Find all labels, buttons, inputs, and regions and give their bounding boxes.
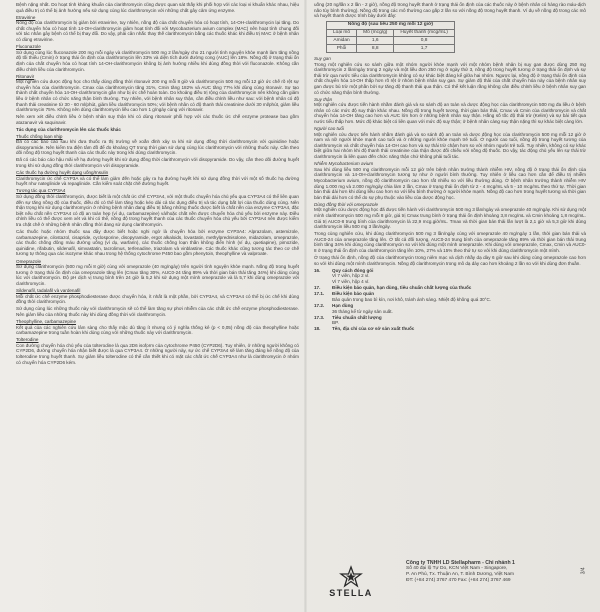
table-header-tissue-conc: Mô (mcg/g) <box>357 29 394 37</box>
section-heading: Dùng đồng thời với omeprazole <box>314 201 379 207</box>
table-row <box>327 45 455 53</box>
contact-line: ĐT: (+84 274) 3767 470 Fax: (+84 274) 3767 469 <box>406 578 511 583</box>
section-heading: Etravirine <box>16 14 36 20</box>
paragraph: Mỗi chất ức chế enzyme phosphodiesterase được chuyển hóa, ít nhất là một phần, bởi CYP3A4, và CYP3A4 có thể bị ức chế khi dùng đồng thời clarithromycin. <box>16 293 299 305</box>
section-heading: Sildenafil, tadalafil và vardenafil <box>16 288 81 293</box>
section-heading: Suy thận <box>314 96 333 102</box>
paragraph: Con đường chuyển hóa chủ yếu của tolterodine là qua 2D6 isoform của cytochrome P450 (CYP2D6). Tuy nhiên, ở những người không có CYP2D6, đường chuyển hóa nhận biết được là qua CYP3A4. Ở những người này, sự ức chế CYP3A4 sẽ làm tăng đáng kể nồng độ của tolterodine trong huyết thanh. Sự giảm liều tolterodine có thể cần thiết khi có mặt các chất ức chế CYP3A4 như là clarithromycin ở nhóm có chuyển hóa CYP2D6 kém. <box>16 342 299 365</box>
section-heading: Omeprazole <box>16 258 42 264</box>
section-heading: Suy gan <box>314 55 331 61</box>
paragraph: Sau khi dùng liều 500 mg clarithromycin mỗi 12 giờ trên bệnh nhân trưởng thành nhiễm HIV, nồng độ ở trạng thái ổn định của clarithromycin và 14-OH-clarithromycin tương tự như ở người bình thường. Tuy nhiên ở liều cao hơn cần để điều trị nhiễm Mycobacterium avium, nồng độ clarithromycin cao hơn rất nhiều so với liều thường dùng. Ở bệnh nhân trưởng thành nhiễm HIV dùng 1.000 mg và 2.000 mg/ngày chia làm 2 lần, Cmax ở trạng thái ổn định từ 2 - 4 mcg/mL và 5 - 10 mcg/mL theo thứ tự. Thời gian bán thải dài hơn khi dùng liều cao hơn so với liều bình thường ở người khỏe mạnh. Nồng độ cao hơn trong huyết tương và thời gian bán thải dài hơn có thể do sự phụ thuộc vào liều của dược động học. <box>314 166 586 200</box>
paragraph: Đã có các báo cáo sau khi đưa thuốc ra thị trường về xoắn đỉnh xảy ra khi sử dụng đồng thời clarithromycin với quinidine hoặc disopyramide. Nên kiểm tra điện tâm đồ để đo khoảng QT trong thời gian sử dụng cùng lúc clarithromycin với những thuốc này. Cần theo dõi nồng độ trong huyết thanh của các thuốc này trong khi dùng clarithromycin. <box>16 139 299 156</box>
section-heading: Tolterodine <box>16 337 39 343</box>
section-line: Bảo quản trong bao bì kín, nơi khô, tránh ánh sáng. Nhiệt độ không quá 30°C. <box>332 296 492 302</box>
section-heading: Thuốc chống loạn nhịp <box>16 133 63 139</box>
stella-logo <box>322 566 380 606</box>
numbered-section <box>314 291 586 302</box>
section-number: 17. <box>314 285 321 291</box>
paragraph: Một nghiên cứu được tiến hành nhằm đánh giá và so sánh độ an toàn và dược động học của clarithromycin 500 mg đa liều ở bệnh nhân có các mức độ suy thận khác nhau. Nồng độ trong huyết tương, thời gian bán thải, Cmax và Cmin của clarithromycin và chất chuyển hóa 14-OH tăng cao hơn và AUC lớn hơn ở những bệnh nhân suy thận. Hằng số tốc độ thải trừ (Kelim) và sự bài tiết qua nước tiểu thấp hơn. Mức độ khác biệt có liên quan với mức độ suy thận; ở bệnh nhân càng suy thận nặng thì sự khác biệt càng lớn. <box>314 102 586 124</box>
section-body <box>332 326 586 332</box>
manufacturer-footer <box>314 558 586 608</box>
numbered-section <box>314 285 586 291</box>
address-line: Số 40 đại lộ Tự Do, KCN Việt Nam - Singapore, <box>406 566 508 571</box>
paragraph: Bệnh nặng nhất. Do hoạt tính kháng khuẩn của clarithromycin cũng được quan sát thấy khi phối hợp với các loại vi khuẩn khác nhau, hiệu quả điều trị có thể bị ảnh hưởng nếu sử dụng cùng lúc clarithromycin với những chất gây cảm ứng enzyme. <box>16 2 299 13</box>
paragraph: Trong một nghiên cứu so sánh giữa một nhóm người khỏe mạnh với một nhóm bệnh nhân bị suy gan được dùng 250 mg clarithromycin 2 lần/ngày trong 2 ngày và một liều đơn 250 mg ở ngày thứ 3, nồng độ trong huyết tương ở trạng thái ổn định và sự thải trừ qua nước tiểu của clarithromycin không có sự khác biệt đáng kể giữa hai nhóm. Ngược lại, nồng độ ở trạng thái ổn định của chất chuyển hóa 14-OH thấp hơn rõ rệt ở nhóm bệnh nhân suy gan. Sự giảm độ thải của chất chuyển hóa này của bệnh nhân suy gan được bù trừ một phần bởi sự tăng độ thanh thải qua thận. Có thể kết luận rằng không cần điều chỉnh liều ở bệnh nhân suy gan có chức năng thận bình thường. <box>314 61 586 95</box>
section-body <box>332 285 586 291</box>
paragraph: Một nghiên cứu dược động học đã được tiến hành với clarithromycin 500 mg 3 lần/ngày và omeprazole 40 mg/ngày. Khi sử dụng một mình clarithromycin 500 mg mỗi 8 giờ, giá trị Cmax trung bình ở trạng thái ổn định khoảng 3,8 mcg/mL và Cmin khoảng 1,8 mcg/mL. Giá trị AUC0-8 trung bình của clarithromycin là 22,9 mcg.giờ/mL. Tmax và thời gian bán thải lần lượt là 2,1 giờ và 5,3 giờ khi dùng clarithromycin liều 500 mg 3 lần/ngày. <box>314 207 587 230</box>
section-title: Tiêu chuẩn chất lượng <box>332 314 382 320</box>
paragraph: Ở trạng thái ổn định, nồng độ của clarithromycin trong niêm mạc và dịch nhầy dạ dày 6 giờ sau khi dùng cùng omeprazole cao hơn so với khi dùng một mình clarithromycin. Nồng độ clarithromycin trong mô dạ dày cao hơn khoảng 2 lần so với khi dùng đơn thuần. <box>314 255 586 266</box>
paragraph: Nồng độ của clarithromycin bị giảm bởi etravirine, tuy nhiên, nồng độ của chất chuyển hóa có hoạt tính, 14-OH-clarithromycin lại tăng. Do chất chuyển hóa có hoạt tính 14-OH-clarithromycin giảm hoạt tính đối với Mycobacterium avium complex (MAC) nên hoạt tính chung đối với tác nhân gây bệnh có thể bị thay đổi. Do vậy, phải cân nhắc thay thế clarithromycin bằng các thuốc khác khi điều trị MAC ở bệnh nhân có dùng etravirine. <box>16 20 299 43</box>
numbered-sections <box>314 268 586 332</box>
table-cell: 0,8 <box>394 37 454 45</box>
paragraph: Clarithromycin ức chế CYP3A và có thể làm giảm đến hoặc gây ra hạ đường huyết khi sử dụng đồng thời với một số thuốc hạ đường huyết như nateglinide và repaglinide. Cần kiểm soát chặt chẽ đường huyết. <box>16 175 299 187</box>
table-cell: 8,8 <box>357 45 394 53</box>
table-caption: Nồng độ (sau liều 250 mg mỗi 12 giờ) <box>327 21 455 29</box>
section-heading: Tác dụng của clarithromycin lên các thuốc khác <box>16 126 121 132</box>
paragraph: uống (20 ng/lần x 2 lần - 2 giờ), nồng độ trong huyết thanh ở trạng thái ổn định của các thuốc này ở bệnh nhân có hàng rào máu-dịch não tủy bình thường). Nồng độ trong các mô thường cao gấp 2 lần so với nồng độ trong huyết thanh. Ví dụ về nồng độ trong các mô và huyết thanh được trình bày dưới đây: <box>314 2 586 19</box>
numbered-section <box>314 315 586 326</box>
table-cell: 1,7 <box>394 45 454 53</box>
left-column <box>16 2 299 608</box>
paragraph: Kết quả của các nghiên cứu lâm sàng cho thấy mặc dù tăng ít nhưng có ý nghĩa thống kê (p < 0,05) nồng độ của theophylline hoặc carbamazepine trong tuần hoàn khi dùng cùng với những thuốc này với clarithromycin. <box>16 324 299 336</box>
section-heading: Các thuốc hạ đường huyết dạng uống/Insulin <box>16 170 109 176</box>
right-intro <box>314 2 586 19</box>
company-name: Công ty TNHH LD Stellapharm - Chi nhánh 1 <box>406 560 515 566</box>
section-title: Điều kiện bảo quản <box>332 291 375 297</box>
section-number: 16. <box>314 267 321 273</box>
section-line: 36 tháng kể từ ngày sản xuất. <box>332 308 393 314</box>
paragraph: Đã có các báo cáo hậu mãi về hạ đường huyết khi sử dụng đồng thời clarithromycin với disopyramide. Do vậy, cần theo dõi đường huyết trong khi sử dụng đồng thời clarithromycin với disopyramide. <box>16 157 299 169</box>
table-cell: Phổi <box>327 45 357 53</box>
paper-fold <box>304 0 307 612</box>
section-heading: Fluconazole <box>16 44 41 50</box>
section-heading: Theophylline, carbamazepine <box>16 318 77 324</box>
paragraph: Sử dụng cùng lúc những thuốc này với clarithromycin sẽ có thể làm tăng sự phơi nhiễm của các chất ức chế enzyme phosphodiesterase. Nên giảm liều của những thuốc này khi dùng đồng thời với clarithromycin. <box>16 306 299 317</box>
tissue-concentration-table <box>326 21 455 53</box>
section-line: Vỉ 7 viên, hộp 4 vỉ. <box>332 279 370 285</box>
logo-wordmark: STELLA <box>329 588 373 598</box>
section-title: Quy cách đóng gói <box>332 267 374 273</box>
numbered-section <box>314 268 586 285</box>
paragraph: Sử dụng cùng lúc fluconazole 200 mg mỗi ngày và clarithromycin 500 mg 2 lần/ngày cho 21 người tình nguyện khỏe mạnh làm tăng nồng độ tối thiểu (Cmin) ở trạng thái ổn định của clarithromycin lên 33% và diện tích dưới đường cong (AUC) lên 18%. Nồng độ ở trạng thái ổn định của chất chuyển hóa có hoạt tính 14-OH-clarithromycin không bị ảnh hưởng nhiều khi dùng đồng thời với fluconazole. Không cần điều chỉnh liều của clarithromycin. <box>16 49 299 72</box>
right-column <box>314 2 586 608</box>
numbered-section <box>314 303 586 314</box>
page-number: 3/4 <box>580 567 587 575</box>
address-line: P. An Phú, Tx. Thuận An, T. Bình Dương, Việt Nam <box>406 572 515 577</box>
section-body <box>332 315 586 326</box>
table-cell: 1,6 <box>357 37 394 45</box>
company-info <box>406 560 556 584</box>
section-heading: Người cao tuổi <box>314 126 344 132</box>
paragraph: Các thuốc hoặc nhóm thuốc sau đây được biết hoặc nghi ngờ là chuyển hóa bởi enzyme CYP3A4: Alprazolam, astemizole, carbamazepine, cilostazol, cisapride, cyclosporine, disopyramide, ergot alkaloids, lovastatin, methylprednisolone, midazolam, omeprazole, các thuốc chống đông máu đường uống (ví dụ, warfarin), các thuốc chống loạn thần không điển hình (ví dụ, quetiapine), pimozide, quinidine, rifabutin, sildenafil, simvastatin, tacrolimus, terfenadine, triazolam và vinblastine. Các thuốc khác cũng tương tác theo cơ chế tương tự thông qua các isozyme khác nhau trong hệ thống cytochrome P450 bao gồm phenytoin, theophylline và valproate. <box>16 229 299 257</box>
table-header-serum-conc: Huyết thanh (mcg/mL) <box>394 29 454 37</box>
paragraph: Một nghiên cứu dược động học cho thấy dùng đồng thời ritonavir 200 mg mỗi 8 giờ và clarithromycin 500 mg mỗi 12 giờ ức chế rõ rệt sự chuyển hóa của clarithromycin. Cmax của clarithromycin tăng 31%, Cmin tăng 182% và AUC tăng 77% khi dùng cùng ritonavir. Sự tạo thành chất chuyển hóa 14-OH-clarithromycin gần như bị ức chế hoàn toàn. Do khoảng điều trị rộng của clarithromycin nên không cần giảm liều ở bệnh nhân có chức năng thận bình thường. Tuy nhiên, với bệnh nhân suy thận, cần điều chỉnh liều như sau: với bệnh nhân có độ thanh thải creatinine từ 30 - 60 ml/phút, giảm liều clarithromycin 50%; với bệnh nhân có độ thanh thải creatinine dưới 30 ml/phút, giảm liều clarithromycin 75%. Không nên dùng clarithromycin liều cao hơn 1 g/ngày cùng với ritonavir. <box>16 79 299 113</box>
paragraph: Sử dụng clarithromycin (500 mg mỗi 8 giờ) cùng với omeprazole (40 mg/ngày) trên người tình nguyện khỏe mạnh. Nồng độ trong huyết tương ở trạng thái ổn định của omeprazole tăng lên (Cmax tăng 30%, AUC0-24 tăng 89% và thời gian bán thải tăng 34%) khi dùng cùng lúc với clarithromycin. Độ pH dịch vị trung bình trên 24 giờ là 5,2 khi sử dụng một mình omeprazole và là 5,7 khi dùng omeprazole với clarithromycin. <box>16 264 299 286</box>
star-logo-icon <box>340 566 362 588</box>
section-number: 18. <box>314 326 321 332</box>
paragraph: Sử dụng đồng thời clarithromycin, được biết là một chất ức chế CYP3A4, với một thuốc chuyển hóa chủ yếu qua CYP3A4 có thể liên quan đến sự tăng nồng độ của thuốc, điều đó có thể làm tăng hoặc kéo dài cả tác dụng điều trị và tác dụng bất lợi của thuốc dùng cùng. Nên thận trọng khi sử dụng clarithromycin ở những bệnh nhân đang điều trị bằng những thuốc được biết là chất nền của enzyme CYP3A4, đặc biệt nếu chất nền CYP3A4 có độ an toàn hẹp (ví dụ, carbamazepine) và/hoặc chất nền được chuyển hóa chủ yếu bởi enzyme này. Điều chỉnh liều có thể được xem xét và khi có thể, nồng độ trong huyết thanh của các thuốc chuyển hóa chủ yếu bởi CYP3A4 nên được kiểm tra chặt chẽ ở những bệnh nhân đồng thời đang sử dụng clarithromycin. <box>16 194 299 227</box>
table-header-tissue: Loại mô <box>327 29 357 37</box>
paragraph: Nên xem xét điều chỉnh liều ở bệnh nhân suy thận khi có dùng ritonavir phối hợp với các thuốc ức chế enzyme protease bao gồm atazanavir và saquinavir. <box>16 114 299 125</box>
section-line: BP. <box>332 320 339 326</box>
section-body <box>332 303 586 314</box>
section-line: Vỉ 7 viên, hộp 2 vỉ. <box>332 273 370 279</box>
section-title: Hạn dùng <box>332 302 354 308</box>
table-row <box>327 37 455 45</box>
table-cell: Amidan <box>327 37 357 45</box>
section-number: 17.3. <box>314 314 325 320</box>
paragraph: Trong cùng nghiên cứu, khi dùng clarithromycin 500 mg 3 lần/ngày cùng với omeprazole 40 mg/ngày 1 lần, thời gian bán thải và AUC0-24 của omeprazole tăng lên. Ở tất cả đối tượng, AUC0-24 trung bình của omeprazole tăng 89% và thời gian bán thải trung bình tăng 34% khi dùng cùng clarithromycin so với khi dùng một mình omeprazole. Khi dùng với omeprazole, Cmax, Cmin và AUC0-8 ở trạng thái ổn định của clarithromycin tăng lên 10%, 27% và 15% theo thứ tự so với khi dùng clarithromycin một mình. <box>314 231 586 254</box>
section-heading: Ritonavir <box>16 73 35 79</box>
section-heading: Tương tác qua CYP3A4 <box>16 188 66 194</box>
right-main-text <box>314 56 586 266</box>
section-heading: Nhiễm Mycobacterium avium <box>314 161 374 167</box>
section-body <box>332 291 586 302</box>
paragraph: Một nghiên cứu được tiến hành nhằm đánh giá và so sánh độ an toàn và dược động học của clarithromycin 500 mg mỗi 12 giờ ở nam và nữ người khỏe mạnh cao tuổi và ở những người khỏe mạnh trẻ tuổi. Ở người cao tuổi, nồng độ trong huyết tương của clarithromycin và chất chuyển hóa 14-OH cao hơn và sự thải trừ chậm hơn so với nhóm người trẻ tuổi. Tuy nhiên, không có sự khác biệt giữa hai nhóm khi độ thanh thải creatinine của thận được đối chiếu với nồng độ thuốc. Do vậy, tác động chủ yếu lên sự thải trừ clarithromycin là liên quan đến chức năng thận chứ không phải tuổi tác. <box>314 131 586 160</box>
section-title: Điều kiện bảo quản, hạn dùng, tiêu chuẩn chất lượng của thuốc <box>332 285 472 291</box>
numbered-section <box>314 326 586 332</box>
section-number: 17.1. <box>314 291 325 297</box>
section-title: Tên, địa chỉ của cơ sở sản xuất thuốc <box>332 326 415 332</box>
section-number: 17.2. <box>314 302 325 308</box>
section-body <box>332 268 586 285</box>
